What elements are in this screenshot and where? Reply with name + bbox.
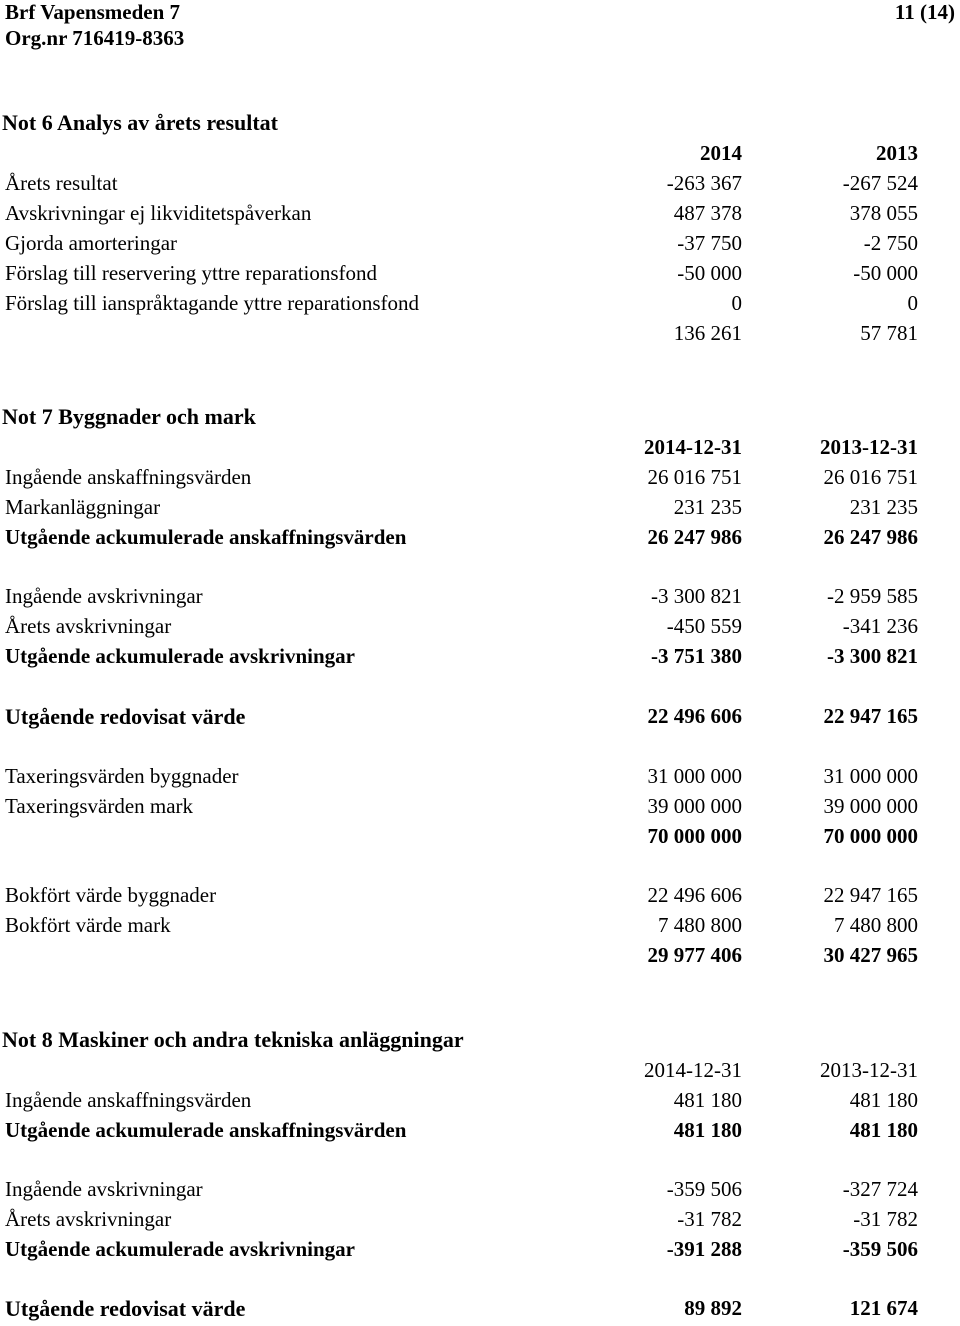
row-value-2014: 231 235	[673, 495, 742, 519]
note7-col1-header: 2014-12-31	[644, 435, 742, 459]
row-value-2014: 89 892	[684, 1296, 742, 1320]
row-value-2014: -50 000	[677, 261, 742, 285]
row-value-2014: -450 559	[666, 614, 742, 638]
subtotal-row	[0, 644, 960, 674]
row-value-2013: 481 180	[849, 1118, 918, 1142]
row-label: Ingående avskrivningar	[5, 1177, 203, 1201]
table-row	[0, 584, 960, 614]
note7-col2-header: 2013-12-31	[820, 435, 918, 459]
row-label: Ingående anskaffningsvärden	[5, 465, 252, 489]
row-value-2014: 39 000 000	[647, 794, 742, 818]
row-label: Utgående redovisat värde	[5, 1296, 246, 1321]
subtotal-row	[0, 1118, 960, 1148]
total-value-2013: 70 000 000	[823, 824, 918, 848]
row-value-2013: 26 247 986	[823, 525, 918, 549]
row-label: Utgående ackumulerade avskrivningar	[5, 644, 356, 668]
row-value-2013: 39 000 000	[823, 794, 918, 818]
row-label: Årets avskrivningar	[5, 614, 172, 638]
table-row	[0, 614, 960, 644]
org-number: Org.nr 716419-8363	[5, 26, 185, 50]
row-label: Taxeringsvärden byggnader	[5, 764, 239, 788]
row-value-2014: 487 378	[673, 201, 742, 225]
row-value-2013: 481 180	[849, 1088, 918, 1112]
row-value-2014: -3 300 821	[651, 584, 742, 608]
row-value-2013: 31 000 000	[823, 764, 918, 788]
table-row	[0, 764, 960, 794]
row-label: Utgående ackumulerade anskaffningsvärden	[5, 525, 407, 549]
row-value-2014: -3 751 380	[651, 644, 742, 668]
note8-title: Not 8 Maskiner och andra tekniska anläggningar	[2, 1027, 464, 1052]
row-label: Bokfört värde mark	[5, 913, 171, 937]
row-value-2013: -327 724	[842, 1177, 918, 1201]
subtotal-row	[0, 525, 960, 555]
org-name: Brf Vapensmeden 7	[5, 0, 181, 24]
table-row	[0, 883, 960, 913]
table-row	[0, 913, 960, 943]
row-value-2014: -31 782	[677, 1207, 742, 1231]
row-value-2013: -2 959 585	[827, 584, 918, 608]
row-value-2013: 231 235	[849, 495, 918, 519]
row-value-2013: 22 947 165	[823, 883, 918, 907]
tax-total-row	[0, 824, 960, 854]
table-row	[0, 495, 960, 525]
row-value-2013: -50 000	[853, 261, 918, 285]
row-label: Markanläggningar	[5, 495, 161, 519]
row-value-2014: 22 496 606	[647, 883, 742, 907]
note7-title: Not 7 Byggnader och mark	[2, 404, 256, 429]
book-value-row	[0, 1296, 960, 1326]
row-label: Bokfört värde byggnader	[5, 883, 217, 907]
row-label: Förslag till reservering yttre reparationsfond	[5, 261, 378, 285]
table-row	[0, 291, 960, 321]
total-value-2014: 136 261	[673, 321, 742, 345]
table-row	[0, 1088, 960, 1118]
note8-col2-header: 2013-12-31	[820, 1058, 918, 1082]
row-value-2014: 22 496 606	[647, 704, 742, 728]
book-value-row	[0, 704, 960, 734]
row-label: Avskrivningar ej likviditetspåverkan	[5, 201, 312, 225]
table-row	[0, 1177, 960, 1207]
row-label: Ingående avskrivningar	[5, 584, 203, 608]
row-value-2013: 378 055	[849, 201, 918, 225]
row-label: Gjorda amorteringar	[5, 231, 178, 255]
table-row	[0, 231, 960, 261]
total-value-2013: 30 427 965	[823, 943, 918, 967]
row-value-2013: 22 947 165	[823, 704, 918, 728]
note8-col1-header: 2014-12-31	[644, 1058, 742, 1082]
row-value-2014: 0	[731, 291, 742, 315]
row-label: Årets resultat	[5, 171, 118, 195]
row-value-2014: 31 000 000	[647, 764, 742, 788]
row-value-2014: 26 247 986	[647, 525, 742, 549]
row-label: Taxeringsvärden mark	[5, 794, 194, 818]
table-row	[0, 171, 960, 201]
row-label: Utgående redovisat värde	[5, 704, 246, 729]
note8-column-headers	[0, 1058, 960, 1088]
table-row	[0, 261, 960, 291]
page-number: 11 (14)	[894, 0, 955, 24]
subtotal-row	[0, 1237, 960, 1267]
row-value-2014: 481 180	[673, 1088, 742, 1112]
row-value-2013: -341 236	[842, 614, 918, 638]
row-value-2014: -37 750	[677, 231, 742, 255]
note7-column-headers	[0, 435, 960, 465]
total-value-2014: 29 977 406	[647, 943, 742, 967]
note6-col1-header: 2014	[700, 141, 742, 165]
note6-title: Not 6 Analys av årets resultat	[2, 110, 279, 135]
row-label: Årets avskrivningar	[5, 1207, 172, 1231]
row-value-2013: 7 480 800	[834, 913, 918, 937]
row-value-2014: -263 367	[666, 171, 742, 195]
row-value-2013: -31 782	[853, 1207, 918, 1231]
row-value-2013: 26 016 751	[823, 465, 918, 489]
row-value-2014: 481 180	[673, 1118, 742, 1142]
total-value-2014: 70 000 000	[647, 824, 742, 848]
booked-total-row	[0, 943, 960, 973]
row-value-2013: -267 524	[842, 171, 918, 195]
row-value-2013: 0	[907, 291, 918, 315]
row-value-2014: -391 288	[666, 1237, 742, 1261]
row-label: Utgående ackumulerade anskaffningsvärden	[5, 1118, 407, 1142]
row-label: Ingående anskaffningsvärden	[5, 1088, 252, 1112]
row-value-2013: -359 506	[842, 1237, 918, 1261]
row-value-2014: 26 016 751	[647, 465, 742, 489]
table-row	[0, 794, 960, 824]
row-value-2013: -2 750	[863, 231, 918, 255]
table-row	[0, 1207, 960, 1237]
row-value-2014: 7 480 800	[658, 913, 742, 937]
row-value-2013: 121 674	[849, 1296, 918, 1320]
row-value-2013: -3 300 821	[827, 644, 918, 668]
row-value-2014: -359 506	[666, 1177, 742, 1201]
table-row	[0, 201, 960, 231]
note6-total-row	[0, 321, 960, 351]
note6-column-headers	[0, 141, 960, 171]
row-label: Förslag till ianspråktagande yttre reparationsfond	[5, 291, 420, 315]
total-value-2013: 57 781	[860, 321, 918, 345]
note6-col2-header: 2013	[876, 141, 918, 165]
table-row	[0, 465, 960, 495]
row-label: Utgående ackumulerade avskrivningar	[5, 1237, 356, 1261]
